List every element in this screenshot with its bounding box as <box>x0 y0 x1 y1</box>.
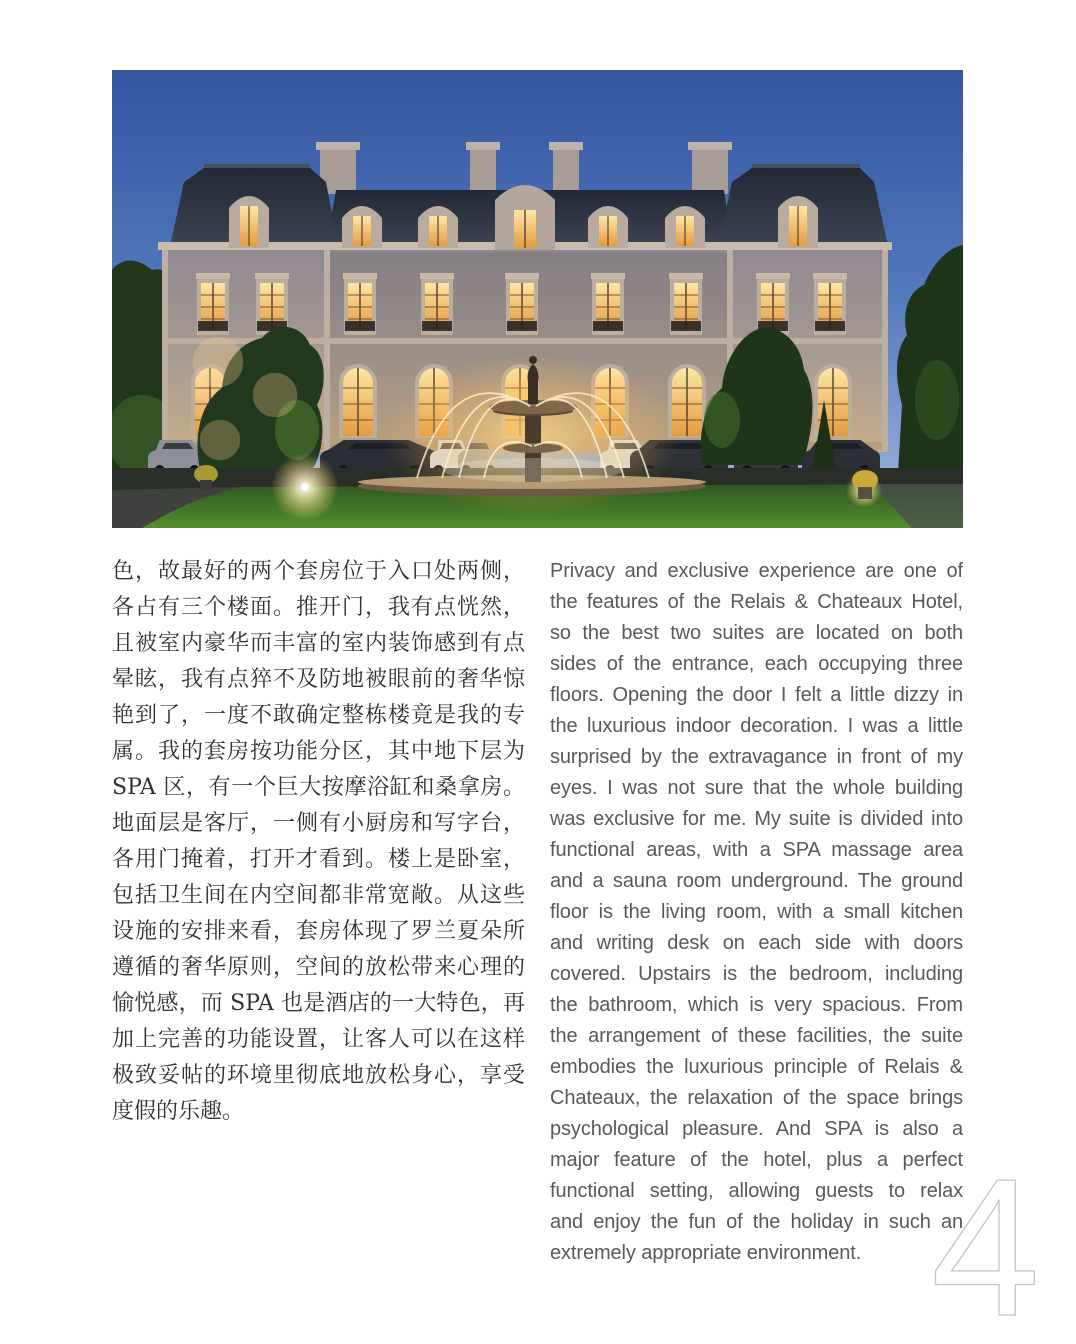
tree-front-right-highlight <box>704 392 740 448</box>
english-text-column <box>550 556 963 1269</box>
dormer-window <box>229 196 269 248</box>
tree-right-highlight <box>915 360 959 440</box>
window-upper <box>669 273 703 335</box>
planter-pot-left <box>200 480 212 490</box>
page-number-text: 4 <box>931 1150 1041 1330</box>
chimney-cap <box>688 142 732 150</box>
window-cap <box>591 273 625 279</box>
english-text-line: floor is the living room, with a small kitchen <box>550 901 963 923</box>
bokeh-circle <box>200 420 240 460</box>
english-text-line: floors. Opening the door I felt a little dizzy in <box>550 684 963 706</box>
chinese-text-line: 各占有三个楼面。推开门，我有点恍然， <box>112 595 525 620</box>
chinese-text-line: 地面层是客厅，一侧有小厨房和写字台， <box>112 811 525 836</box>
car-window <box>162 443 193 449</box>
english-text-line: embodies the luxurious principle of Relais & <box>550 1056 963 1078</box>
planter-pot-right <box>858 487 872 499</box>
window-upper <box>255 273 289 335</box>
chinese-text-line: 极致妥帖的环境里彻底地放松身心，享受 <box>112 1063 525 1088</box>
roof-crest-left <box>204 164 310 168</box>
chinese-text-line: SPA 区，有一个巨大按摩浴缸和桑拿房。 <box>112 775 525 800</box>
chinese-text-line: 艳到了，一度不敢确定整栋楼竟是我的专 <box>112 703 525 728</box>
english-text-line: functional areas, with a SPA massage area <box>550 839 963 861</box>
balcony-railing <box>507 321 537 331</box>
dormer-window <box>342 206 382 248</box>
chinese-text-line: 各用门掩着，打开才看到。楼上是卧室， <box>112 847 525 872</box>
balcony-railing <box>671 321 701 331</box>
chimney <box>553 148 579 194</box>
english-text-line: was exclusive for me. My suite is divided into <box>550 808 963 830</box>
english-text-line: and enjoy the fun of the holiday in such an <box>550 1211 963 1233</box>
english-text-line: and writing desk on each side with doors <box>550 932 963 954</box>
english-text-line: sides of the entrance, each occupying three <box>550 653 963 675</box>
english-text-line: Chateaux, the relaxation of the space brings <box>550 1087 963 1109</box>
pilaster <box>324 250 330 450</box>
english-text-line: Privacy and exclusive experience are one of <box>550 560 963 582</box>
balcony-railing <box>345 321 375 331</box>
window-upper <box>505 273 539 335</box>
chinese-text-line: 属。我的套房按功能分区，其中地下层为 <box>112 739 525 764</box>
english-text-line: extremely appropriate environment. <box>550 1242 862 1264</box>
dormer-window <box>418 206 458 248</box>
fountain-statue <box>528 364 539 404</box>
window-cap <box>420 273 454 279</box>
dormer-window <box>588 206 628 248</box>
window-upper <box>420 273 454 335</box>
chinese-text-line: 遵循的奢华原则，空间的放松带来心理的 <box>112 955 525 980</box>
english-text-line: and a sauna room underground. The ground <box>550 870 963 892</box>
english-text-line: the features of the Relais & Chateaux Hotel, <box>550 591 963 613</box>
window-cap <box>756 273 790 279</box>
english-text-line: so the best two suites are located on both <box>550 622 963 644</box>
dormer-window <box>665 206 705 248</box>
roof-crest-right <box>752 164 860 168</box>
balcony-railing <box>422 321 452 331</box>
chinese-text-line: 设施的安排来看，套房体现了罗兰夏朵所 <box>112 919 525 944</box>
balcony-railing <box>593 321 623 331</box>
dormer-window <box>778 196 818 248</box>
fountain-lower-dish <box>503 443 563 453</box>
chinese-text-line: 色，故最好的两个套房位于入口处两侧， <box>112 559 525 584</box>
english-text-line: psychological pleasure. And SPA is also a <box>550 1118 963 1140</box>
chimney-cap <box>316 142 360 150</box>
english-text-line: functional setting, allowing guests to relax <box>550 1180 963 1202</box>
pilaster <box>882 250 888 450</box>
window-upper <box>591 273 625 335</box>
english-text-line: eyes. I was not sure that the whole building <box>550 777 963 799</box>
hotel-photo <box>112 70 963 528</box>
window-lower <box>339 364 377 438</box>
window-cap <box>255 273 289 279</box>
lamp-left <box>301 483 309 491</box>
fountain-statue-head <box>529 356 537 364</box>
chimney-cap <box>549 142 583 150</box>
chinese-text-line: 加上完善的功能设置，让客人可以在这样 <box>112 1027 525 1052</box>
window-upper <box>196 273 230 335</box>
english-text-line: surprised by the extravagance in front of my <box>550 746 963 768</box>
english-text-line: covered. Upstairs is the bedroom, including <box>550 963 963 985</box>
window-cap <box>196 273 230 279</box>
pilaster <box>162 250 168 450</box>
chinese-text-column <box>112 554 525 1130</box>
english-text-line: the arrangement of these facilities, the suite <box>550 1025 963 1047</box>
chimney <box>692 148 728 194</box>
english-text-line: major feature of the hotel, plus a perfect <box>550 1149 963 1171</box>
window-upper <box>756 273 790 335</box>
center-pediment <box>495 185 555 250</box>
chinese-text-line: 度假的乐趣。 <box>112 1099 245 1124</box>
chimney <box>470 148 496 194</box>
chinese-text-line: 包括卫生间在内空间都非常宽敞。从这些 <box>112 883 525 908</box>
english-text-line: the luxurious indoor decoration. I was a little <box>550 715 963 737</box>
bokeh-circle <box>193 337 243 387</box>
chinese-text-line: 愉悦感，而 SPA 也是酒店的一大特色，再 <box>112 991 525 1016</box>
english-text-line: the bathroom, which is very spacious. From <box>550 994 963 1016</box>
fountain-mist <box>443 458 623 482</box>
bokeh-circle <box>253 373 297 417</box>
window-cap <box>505 273 539 279</box>
balcony-railing <box>198 321 228 331</box>
window-upper <box>813 273 847 335</box>
window-cap <box>343 273 377 279</box>
chinese-text-line: 且被室内豪华而丰富的室内装饰感到有点 <box>112 631 525 656</box>
window-upper <box>343 273 377 335</box>
chimney-cap <box>466 142 500 150</box>
chinese-text-line: 晕眩，我有点猝不及防地被眼前的奢华惊 <box>112 667 525 692</box>
window-cap <box>669 273 703 279</box>
balcony-railing <box>815 321 845 331</box>
window-cap <box>813 273 847 279</box>
